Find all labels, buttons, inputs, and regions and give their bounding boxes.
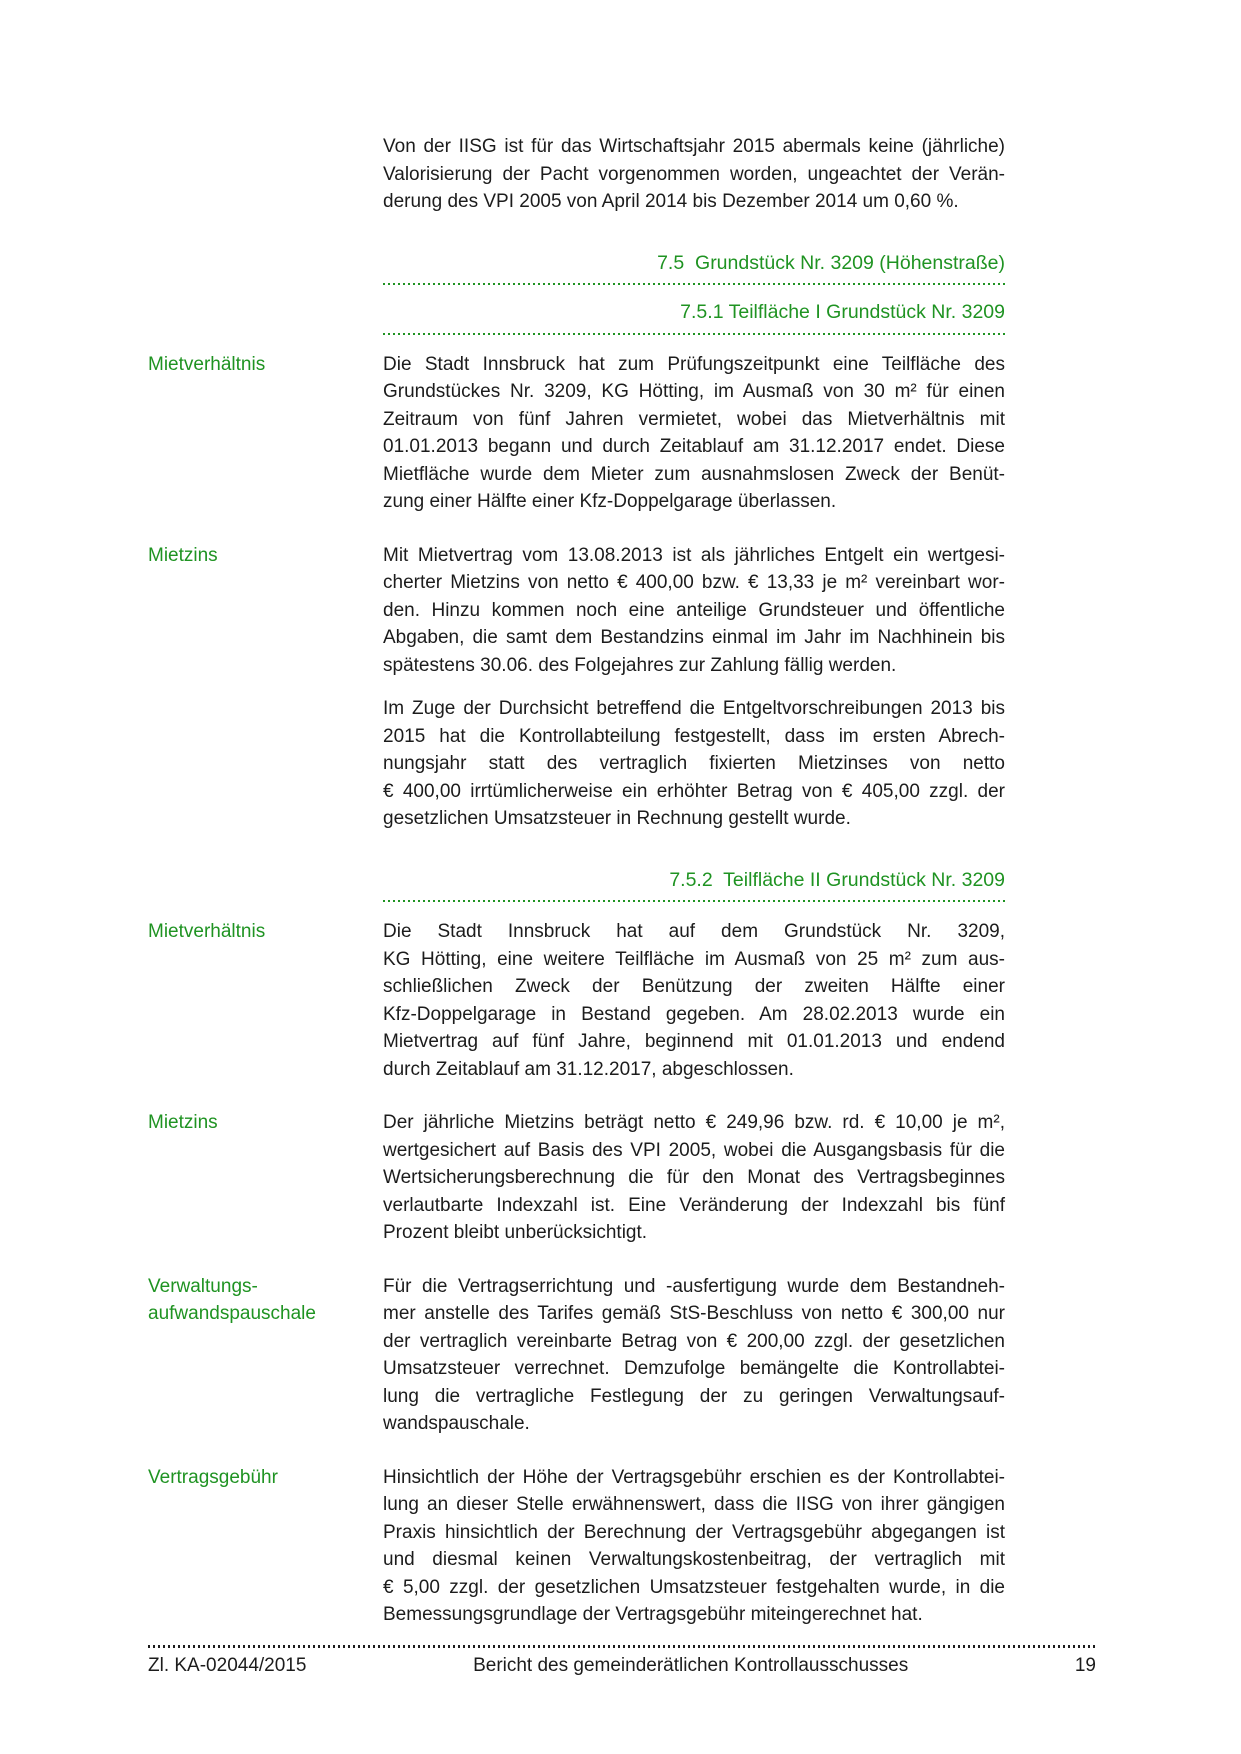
content-row-mietverhaeltnis-1 — [148, 351, 1005, 516]
body-paragraph-mietverhaeltnis-2: Die Stadt Innsbruck hat auf dem Grundstück Nr. 3209, KG Hötting, eine weitere Teilfläche im Ausmaß von 25 m² zum aus- schließlichen Zweck der Benützung der zweiten Hälfte einer Kfz-Doppelgarage in Bestand gegeben. Am 28.02.2013 wurde ein Mietvertrag auf fünf Jahre, beginnend mit 01.01.2013 und endend durch Zeitablauf am 31.12.2017, abgeschlossen. — [383, 921, 1005, 1080]
page-footer — [148, 1645, 1096, 1678]
body-paragraph-vertragsgebuehr: Hinsichtlich der Höhe der Vertragsgebühr erschien es der Kontrollabtei- lung an dieser Stelle erwähnenswert, dass die IISG von ihrer gängigen Praxis hinsichtlich der Berechnung der Vertragsgebühr abgegangen ist und diesmal keinen Verwaltungskostenbeitrag, der vertraglich mit € 5,00 zzgl. der gesetzlichen Umsatzsteuer festgehalten wurde, in die Bemessungsgrundlage der Vertragsgebühr miteingerechnet hat. — [383, 1466, 1005, 1625]
intro-paragraph: Von der IISG ist für das Wirtschaftsjahr 2015 abermals keine (jährliche) Valorisierung der Pacht vorgenommen worden, ungeachtet der Verän- derung des VPI 2005 von April 2014 bis Dezember 2014 um 0,60 %. — [383, 136, 1005, 212]
section-heading-row-7-5 — [148, 250, 1005, 286]
heading-dotted-underline — [383, 900, 1005, 902]
margin-label-mietverhaeltnis: Mietverhältnis — [148, 921, 266, 942]
content-row-verwaltungsaufwandspauschale — [148, 1273, 1005, 1438]
margin-label-mietverhaeltnis: Mietverhältnis — [148, 353, 266, 375]
body-paragraph-verwaltungsaufwandspauschale: Für die Vertragserrichtung und -ausfertigung wurde dem Bestandneh- mer anstelle des Tarifes gemäß StS-Beschluss von netto € 300,00 nur der vertraglich vereinbarte Betrag von € 200,00 zzgl. der gesetzlichen Umsatzsteuer verrechnet. Demzufolge bemängelte die Kontrollabtei- lung die vertragliche Festlegung der zu geringen Verwaltungsauf- wandspauschale. — [383, 1275, 1005, 1434]
body-paragraph-mietverhaeltnis-1: Die Stadt Innsbruck hat zum Prüfungszeitpunkt eine Teilfläche des Grundstückes Nr. 3209, KG Hötting, im Ausmaß von 30 m² für einen Zeitraum von fünf Jahren vermietet, wobei das Mietverhältnis mit 01.01.2013 begann und durch Zeitablauf am 31.12.2017 endet. Diese Mietfläche wurde dem Mieter zum ausnahmslosen Zweck der Benüt- zung einer Hälfte einer Kfz-Doppelgarage überlassen. — [383, 353, 1005, 512]
body-paragraph-mietzins-2: Der jährliche Mietzins beträgt netto € 249,96 bzw. rd. € 10,00 je m², wertgesichert auf Basis des VPI 2005, wobei die Ausgangsbasis für die Wertsicherungsberechnung die für den Monat des Vertragsbeginnes verlautbarte Indexzahl ist. Eine Veränderung der Indexzahl bis fünf Prozent bleibt unberücksichtigt. — [383, 1112, 1005, 1243]
body-paragraph-durchsicht: Im Zuge der Durchsicht betreffend die Entgeltvorschreibungen 2013 bis 2015 hat die Kontrollabteilung festgestellt, dass im ersten Abrech- nungsjahr statt des vertraglich fixierten Mietzinses von netto € 400,00 irrtümlicherweise ein erhöhter Betrag von € 405,00 zzgl. der gesetzlichen Umsatzsteuer in Rechnung gestellt wurde. — [383, 698, 1005, 829]
section-heading-7-5: 7.5 Grundstück Nr. 3209 (Höhenstraße) — [657, 251, 1005, 274]
footer-page-number: 19 — [1074, 1655, 1096, 1676]
body-paragraph-mietzins-1: Mit Mietvertrag vom 13.08.2013 ist als jährliches Entgelt ein wertgesi- cherter Mietzins von netto € 400,00 bzw. € 13,33 je m² vereinbart wor- den. Hinzu kommen noch eine anteilige Grundsteuer und öffentliche Abgaben, die samt dem Bestandzins einmal im Jahr im Nachhinein bis spätestens 30.06. des Folgejahres zur Zahlung fällig werden. — [383, 544, 1005, 676]
section-heading-row-7-5-1 — [148, 299, 1005, 335]
content-row-vertragsgebuehr — [148, 1464, 1005, 1629]
intro-row — [148, 133, 1005, 216]
content-row-mietzins-1 — [148, 542, 1005, 680]
margin-label-verwaltungsaufwandspauschale: Verwaltungs- aufwandspauschale — [148, 1275, 316, 1324]
section-heading-7-5-2: 7.5.2 Teilfläche II Grundstück Nr. 3209 — [669, 868, 1005, 891]
heading-dotted-underline — [383, 333, 1005, 335]
footer-report-title: Bericht des gemeinderätlichen Kontrollausschusses — [473, 1655, 909, 1676]
heading-dotted-underline — [383, 283, 1005, 285]
section-heading-7-5-1: 7.5.1 Teilfläche I Grundstück Nr. 3209 — [680, 301, 1005, 323]
footer-dotted-rule — [148, 1645, 1096, 1648]
content-row-mietverhaeltnis-2 — [148, 918, 1005, 1083]
margin-label-mietzins: Mietzins — [148, 544, 218, 566]
margin-label-vertragsgebuehr: Vertragsgebühr — [148, 1466, 278, 1488]
section-heading-row-7-5-2 — [148, 867, 1005, 903]
margin-label-mietzins: Mietzins — [148, 1112, 218, 1133]
footer-reference-number: Zl. KA-02044/2015 — [148, 1655, 307, 1676]
content-row-durchsicht — [148, 695, 1005, 833]
content-row-mietzins-2 — [148, 1109, 1005, 1247]
